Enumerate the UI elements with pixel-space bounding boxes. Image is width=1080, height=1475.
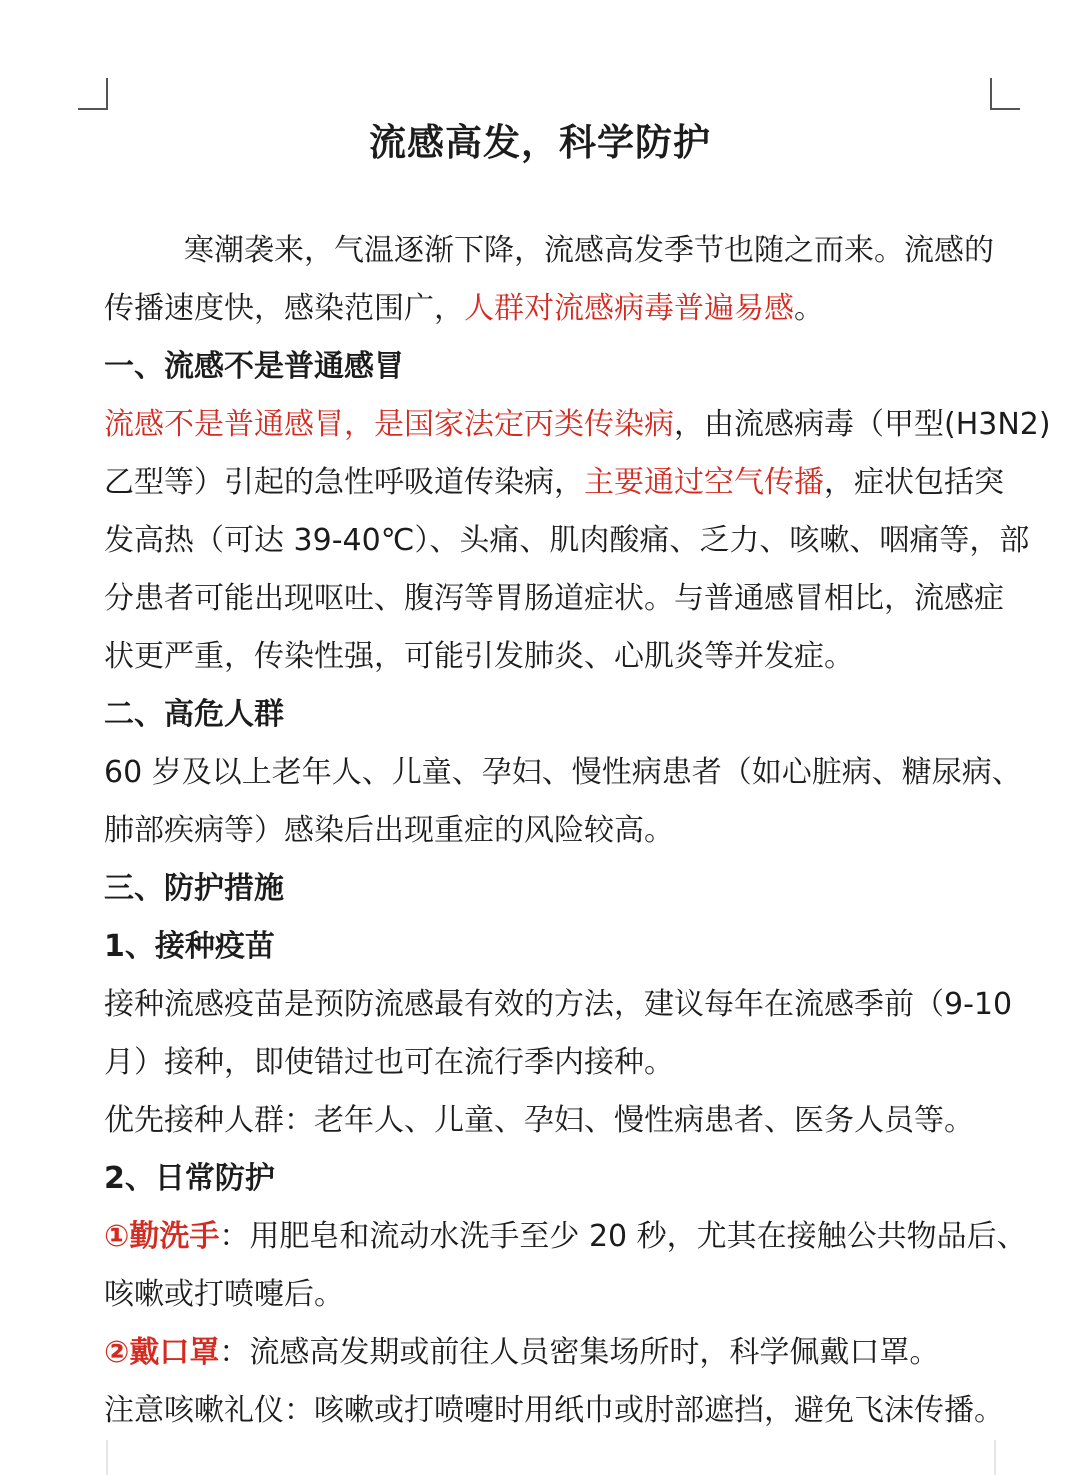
section-1-heading: 一、流感不是普通感冒 (104, 349, 404, 384)
subsection-vaccine-heading: 1、接种疫苗 (104, 929, 275, 964)
s1-highlight-2: 主要通过空气传播 (584, 465, 824, 500)
page-margin-bottom-right (994, 1440, 996, 1475)
page-margin-bottom-left (106, 1440, 108, 1475)
vaccine-line-1: 接种流感疫苗是预防流感最有效的方法，建议每年在流感季前（9-10 (104, 987, 1013, 1022)
s2-line-2: 肺部疾病等）感染后出现重症的风险较高。 (104, 813, 674, 848)
s1-text-2: 乙型等）引起的急性呼吸道传染病， (104, 465, 584, 500)
section-3-heading: 三、防护措施 (104, 871, 284, 906)
s1-line-3: 发高热（可达 39-40℃）、头痛、肌肉酸痛、乏力、咳嗽、咽痛等，部 (104, 523, 1030, 558)
s1-line-2 (104, 454, 1004, 512)
intro-period: 。 (794, 291, 824, 326)
s2-line-1: 60 岁及以上老年人、儿童、孕妇、慢性病患者（如心脏病、糖尿病、 (104, 755, 1022, 790)
section-2-heading: 二、高危人群 (104, 697, 284, 732)
intro-highlight: 人群对流感病毒普遍易感 (464, 291, 794, 326)
page-corner-top-left (78, 78, 108, 110)
vaccine-priority-line: 优先接种人群：老年人、儿童、孕妇、慢性病患者、医务人员等。 (104, 1103, 974, 1138)
intro-text: 传播速度快，感染范围广， (104, 291, 464, 326)
subsection-daily-heading: 2、日常防护 (104, 1161, 275, 1196)
handwash-line-2: 咳嗽或打喷嚏后。 (104, 1277, 344, 1312)
mask-line (104, 1324, 1004, 1382)
s1-highlight-1: 流感不是普通感冒，是国家法定丙类传染病 (104, 407, 674, 442)
s1-text-1: ，由流感病毒（甲型(H3N2) (674, 407, 1051, 442)
s1-line-1 (104, 396, 1051, 454)
intro-line-1: 寒潮袭来，气温逐渐下降，流感高发季节也随之而来。流感的 (184, 233, 994, 268)
s1-line-4: 分患者可能出现呕吐、腹泻等胃肠道症状。与普通感冒相比，流感症 (104, 581, 1004, 616)
handwash-text: ：用肥皂和流动水洗手至少 20 秒，尤其在接触公共物品后、 (219, 1219, 1027, 1254)
handwash-label: ①勤洗手 (104, 1219, 220, 1254)
s1-text-3: ，症状包括突 (824, 465, 1004, 500)
intro-line-2 (104, 280, 1004, 338)
mask-label: ②戴口罩 (104, 1335, 220, 1370)
handwash-line (104, 1208, 1027, 1266)
document-body (104, 222, 1051, 1440)
mask-text: ：流感高发期或前往人员密集场所时，科学佩戴口罩。 (219, 1335, 940, 1370)
document-title: 流感高发，科学防护 (369, 121, 711, 164)
cough-etiquette-line: 注意咳嗽礼仪：咳嗽或打喷嚏时用纸巾或肘部遮挡，避免飞沫传播。 (104, 1393, 1004, 1428)
vaccine-line-2: 月）接种，即使错过也可在流行季内接种。 (104, 1045, 674, 1080)
page-corner-top-right (990, 78, 1020, 110)
s1-line-5: 状更严重，传染性强，可能引发肺炎、心肌炎等并发症。 (104, 639, 854, 674)
